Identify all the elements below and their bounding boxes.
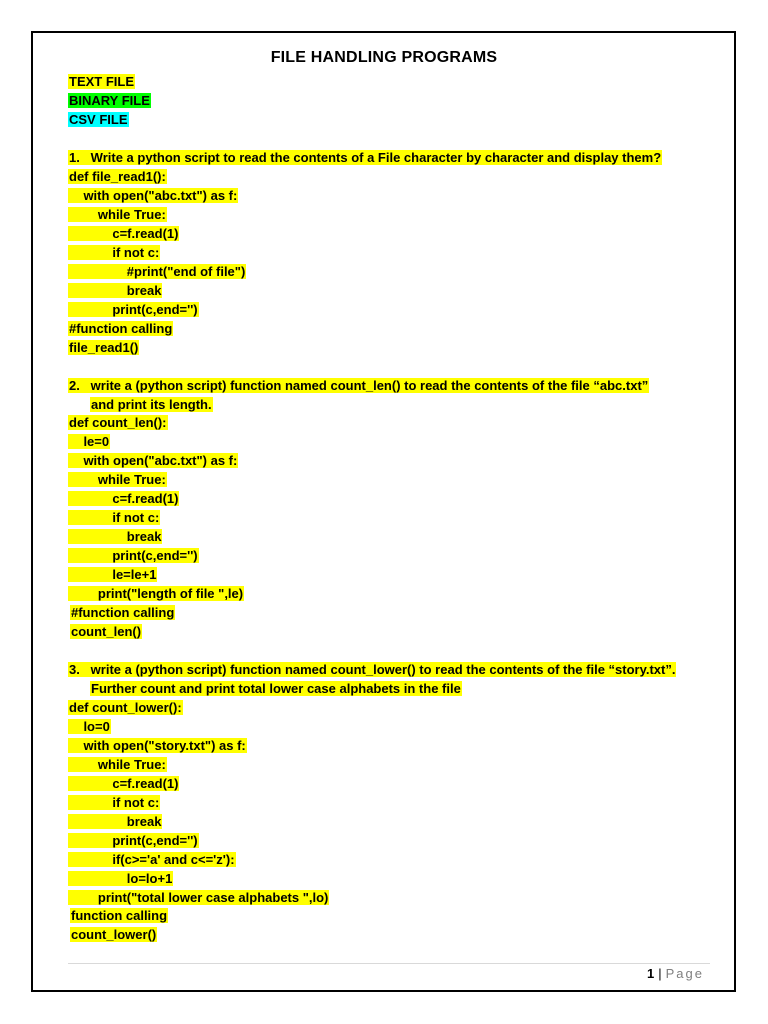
code-line: le=le+1 <box>69 567 157 582</box>
code-line: file_read1() <box>69 340 139 355</box>
toc-item-text-file[interactable]: TEXT FILE <box>69 74 134 89</box>
code-line: count_lower() <box>71 927 157 942</box>
document-title: FILE HANDLING PROGRAMS <box>270 49 498 66</box>
toc-item-csv-file[interactable]: CSV FILE <box>69 112 128 127</box>
code-line: break <box>69 529 162 544</box>
code-line: break <box>69 814 162 829</box>
code-line: c=f.read(1) <box>69 491 179 506</box>
code-line: while True: <box>69 207 166 222</box>
code-line: c=f.read(1) <box>69 776 179 791</box>
question-3: 3. write a (python script) function named count_lower() to read the contents of the file “story.txt”. <box>69 662 676 677</box>
code-line: function calling <box>71 908 168 923</box>
code-line: print(c,end='') <box>69 833 198 848</box>
code-line: #function calling <box>71 605 175 620</box>
page-label: Page <box>665 966 704 981</box>
code-line: print("total lower case alphabets ",lo) <box>69 890 329 905</box>
code-line: break <box>69 283 162 298</box>
code-line: if not c: <box>69 510 160 525</box>
code-line: if not c: <box>69 795 160 810</box>
question-3-continued: Further count and print total lower case alphabets in the file <box>91 681 461 696</box>
question-1: 1. Write a python script to read the contents of a File character by character and display them? <box>69 150 662 165</box>
code-line: def count_len(): <box>69 415 167 430</box>
code-line: def file_read1(): <box>69 169 166 184</box>
code-line: lo=0 <box>69 719 110 734</box>
code-line: with open("abc.txt") as f: <box>69 453 238 468</box>
code-line: def count_lower(): <box>69 700 182 715</box>
code-line: print("length of file ",le) <box>69 586 244 601</box>
question-2: 2. write a (python script) function named count_len() to read the contents of the file “abc.txt” <box>69 378 649 393</box>
code-line: print(c,end='') <box>69 302 198 317</box>
code-line: if not c: <box>69 245 160 260</box>
code-line: le=0 <box>69 434 110 449</box>
code-line: #function calling <box>69 321 173 336</box>
code-line: with open("story.txt") as f: <box>69 738 246 753</box>
question-2-continued: and print its length. <box>91 397 212 412</box>
code-line: with open("abc.txt") as f: <box>69 188 238 203</box>
toc-item-binary-file[interactable]: BINARY FILE <box>69 93 150 108</box>
code-line: while True: <box>69 757 166 772</box>
code-line: #print("end of file") <box>69 264 246 279</box>
code-line: count_len() <box>71 624 142 639</box>
code-line: if(c>='a' and c<='z'): <box>69 852 235 867</box>
code-line: while True: <box>69 472 166 487</box>
code-line: lo=lo+1 <box>69 871 173 886</box>
page-separator: | <box>658 966 662 981</box>
code-line: c=f.read(1) <box>69 226 179 241</box>
code-line: print(c,end='') <box>69 548 198 563</box>
page-footer <box>647 966 704 981</box>
page-number: 1 <box>647 966 655 981</box>
footer-rule <box>68 963 710 964</box>
